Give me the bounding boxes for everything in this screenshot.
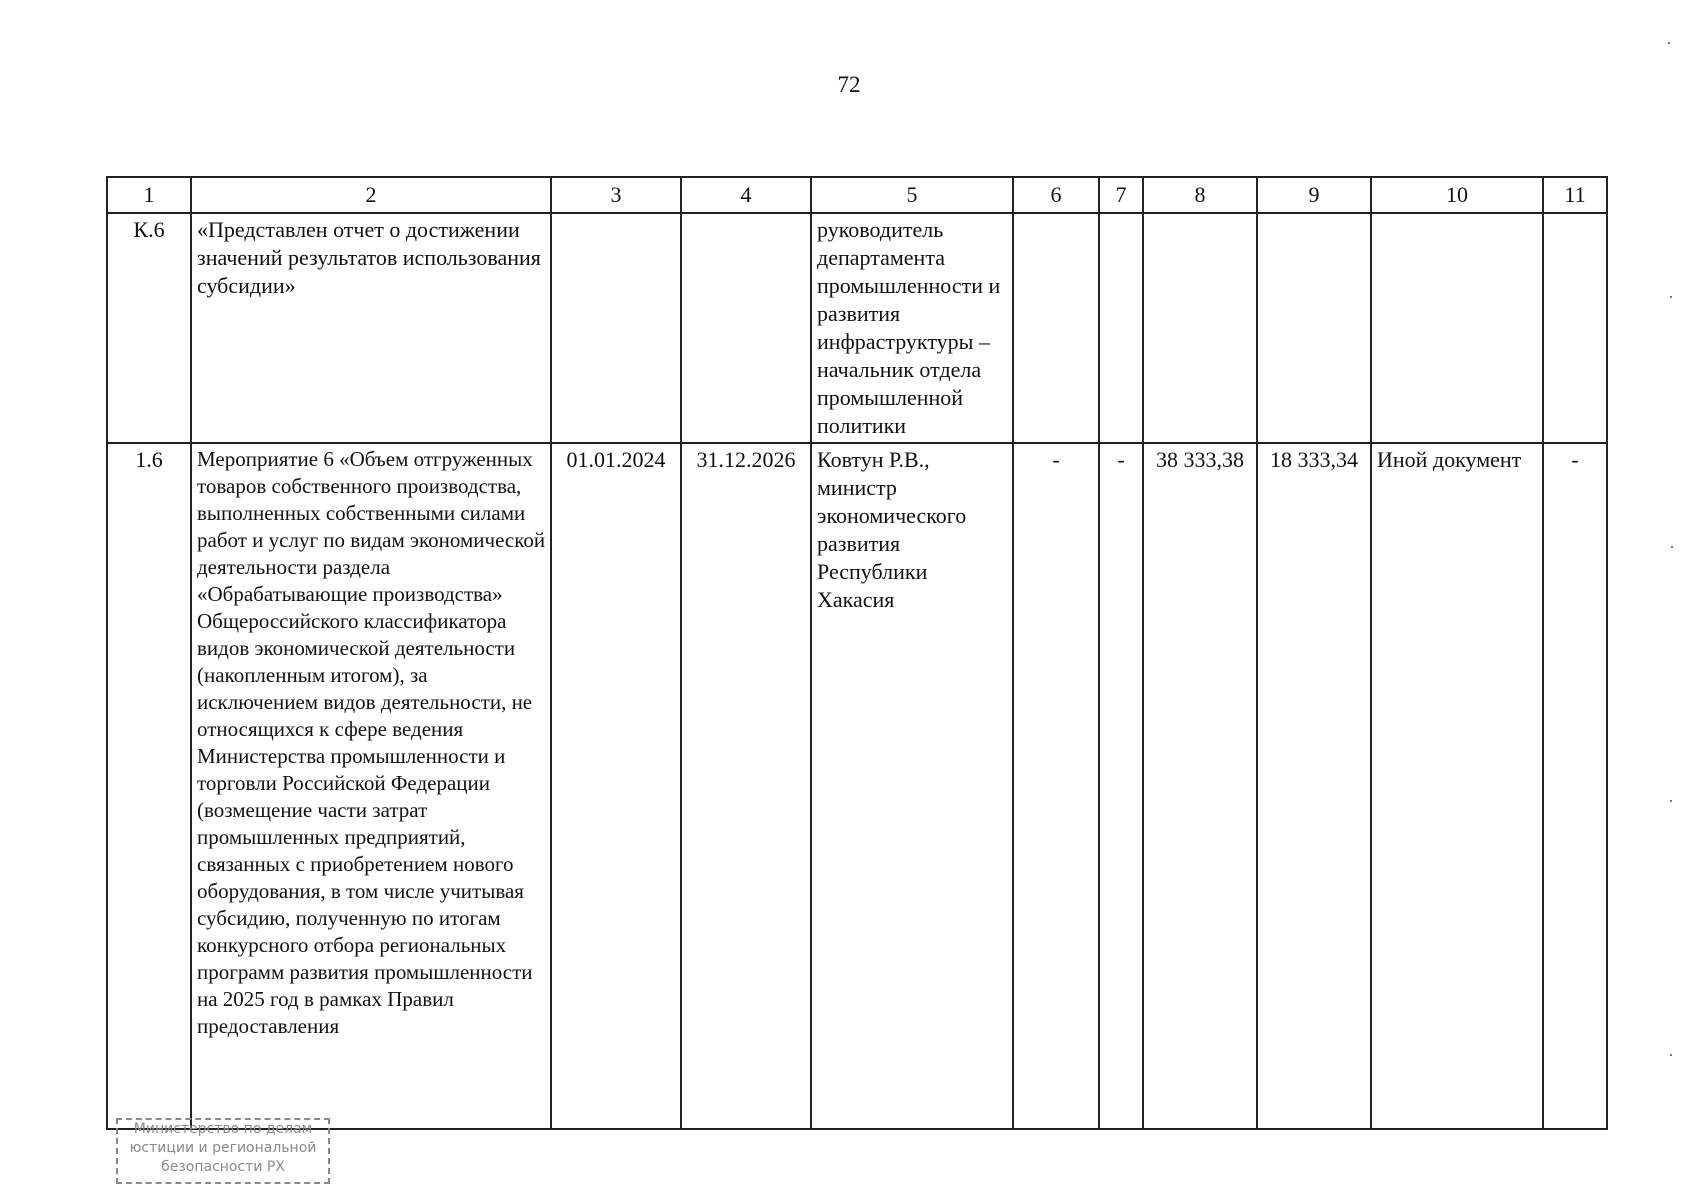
row-col-7: - (1099, 443, 1143, 1129)
row-name: Мероприятие 6 «Объем отгруженных товаров собственного производства, выполненных собственными силами работ и услуг по видам экономической деятельности раздела «Обрабатывающие производства» Общероссийского классификатора видов экономической деятельности (накопленным итогом), за исключением видов деятельности, не относящихся к сфере ведения Министерства промышленности и торговли Российской Федерации (возмещение части затрат промышленных предприятий, связанных с приобретением нового оборудования, в том числе учитывая субсидию, полученную по итогам конкурсного отбора региональных программ развития промышленности на 2025 год в рамках Правил предоставления (191, 443, 551, 1129)
header-col-6: 6 (1013, 177, 1099, 213)
row-end-date (681, 213, 811, 443)
stamp-line: юстиции и региональной (129, 1140, 317, 1156)
stamp-line: безопасности РХ (161, 1159, 285, 1175)
row-col-11: - (1543, 443, 1607, 1129)
row-col-9: 18 333,34 (1257, 443, 1371, 1129)
stamp-line: Министерство по делам (133, 1121, 313, 1137)
row-number: 1.6 (107, 443, 191, 1129)
header-col-9: 9 (1257, 177, 1371, 213)
row-end-date: 31.12.2026 (681, 443, 811, 1129)
row-number: К.6 (107, 213, 191, 443)
table-row (107, 213, 1607, 443)
row-col-8 (1143, 213, 1257, 443)
header-col-10: 10 (1371, 177, 1543, 213)
row-col-9 (1257, 213, 1371, 443)
row-responsible: руководитель департамента промышленности и развития инфраструктуры – начальник отдела промышленной политики (811, 213, 1013, 443)
page-number: 72 (837, 72, 861, 97)
scan-speck (1670, 1054, 1672, 1056)
row-start-date (551, 213, 681, 443)
row-col-8: 38 333,38 (1143, 443, 1257, 1129)
scan-speck (1671, 546, 1673, 548)
row-col-6: - (1013, 443, 1099, 1129)
header-col-8: 8 (1143, 177, 1257, 213)
header-col-1: 1 (107, 177, 191, 213)
row-start-date: 01.01.2024 (551, 443, 681, 1129)
registration-stamp (116, 1118, 330, 1184)
header-col-3: 3 (551, 177, 681, 213)
row-col-6 (1013, 213, 1099, 443)
header-col-5: 5 (811, 177, 1013, 213)
header-col-7: 7 (1099, 177, 1143, 213)
scan-speck (1670, 800, 1672, 802)
row-responsible: Ковтун Р.В., министр экономического развития Республики Хакасия (811, 443, 1013, 1129)
header-col-2: 2 (191, 177, 551, 213)
activities-table (106, 176, 1608, 1130)
row-col-7 (1099, 213, 1143, 443)
scan-speck (1670, 296, 1672, 298)
scan-speck (1668, 42, 1670, 44)
table-row (107, 443, 1607, 1129)
row-name: «Представлен отчет о достижении значений результатов использования субсидии» (191, 213, 551, 443)
header-col-11: 11 (1543, 177, 1607, 213)
row-col-11 (1543, 213, 1607, 443)
row-document: Иной документ (1371, 443, 1543, 1129)
row-document (1371, 213, 1543, 443)
header-col-4: 4 (681, 177, 811, 213)
header-row (107, 177, 1607, 213)
